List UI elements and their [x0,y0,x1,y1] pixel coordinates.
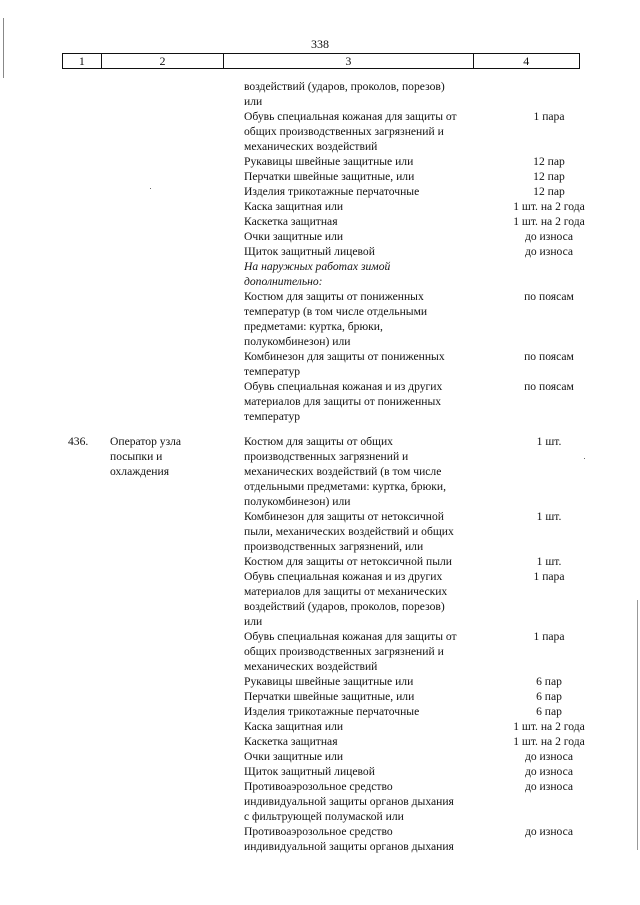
item-name-line: Перчатки швейные защитные, или [244,690,415,703]
item-name-line: Каска защитная или [244,200,344,213]
item-name [244,184,494,199]
item-name [244,169,494,184]
item-name-line: Каска защитная или [244,720,344,733]
item-name-line: воздействий (ударов, проколов, порезов) [244,600,445,613]
item-quantity: 12 пар [533,185,565,198]
item-name-line: Щиток защитный лицевой [244,245,375,258]
item-name [244,704,494,719]
item-name [244,554,494,569]
item-name-line: Рукавицы швейные защитные или [244,675,414,688]
item-name [244,689,494,704]
item-name-line: Костюм для защиты от нетоксичной пыли [244,555,453,568]
item-name-line: Изделия трикотажные перчаточные [244,705,420,718]
item-name [244,289,494,349]
scan-speck [150,188,151,189]
item-name-line: температур [244,365,301,378]
item-name-line: производственных загрязнений, или [244,540,424,553]
scan-edge [3,18,4,78]
item-quantity: 1 шт. на 2 года [513,735,585,748]
item-quantity: до износа [524,230,574,243]
item-name [244,719,494,734]
item-name [244,199,494,214]
item-name-line: Противоаэрозольное средство [244,780,393,793]
item-name-line: материалов для защиты от механических [244,585,448,598]
profession-line: Оператор узла [110,435,182,448]
item-quantity: 1 пара [533,630,565,643]
item-name-line: Комбинезон для защиты от нетоксичной [244,510,445,523]
item-name-line: отдельными предметами: куртка, брюки, [244,480,446,493]
item-quantity: 1 шт. [536,555,562,568]
item-name [244,749,494,764]
item-name-line: или [244,95,263,108]
item-name-line: Перчатки швейные защитные, или [244,170,415,183]
profession-line: охлаждения [110,465,170,478]
item-name-line: индивидуальной защиты органов дыхания [244,840,454,853]
page-number: 338 [311,37,329,51]
item-name-line: Комбинезон для защиты от пониженных [244,350,445,363]
item-quantity: 1 пара [533,110,565,123]
column-header-3: 3 [224,54,474,69]
item-quantity: 1 шт. на 2 года [513,215,585,228]
item-name [244,509,494,554]
item-name [244,629,494,674]
scan-edge [637,600,638,850]
item-name-line: пыли, механических воздействий и общих [244,525,454,538]
entry-number: 436. [68,435,89,448]
item-name-line: Щиток защитный лицевой [244,765,375,778]
item-name [244,244,494,259]
item-name-line: механических воздействий [244,140,378,153]
item-name-line: Очки защитные или [244,230,344,243]
item-name [244,109,494,154]
item-quantity: по поясам [524,290,574,303]
item-name-line: механических воздействий (в том числе [244,465,442,478]
item-quantity: 12 пар [533,155,565,168]
item-quantity: до износа [524,780,574,793]
item-name [244,214,494,229]
item-name [244,674,494,689]
item-name [244,79,494,109]
item-name-line: полукомбинезон) или [244,495,351,508]
item-name [244,734,494,749]
item-quantity: 12 пар [533,170,565,183]
item-name-line: Обувь специальная кожаная для защиты от [244,630,457,643]
item-name-line: или [244,615,263,628]
item-quantity: до износа [524,825,574,838]
item-quantity: 1 шт. [536,435,562,448]
item-name-line: температур (в том числе отдельными [244,305,428,318]
item-name-line: На наружных работах зимой [244,260,391,273]
item-name-line: температур [244,410,301,423]
item-name [244,569,494,629]
item-name [244,434,494,509]
item-name-line: Обувь специальная кожаная и из других [244,380,443,393]
column-header-table [62,53,580,69]
item-name-line: предметами: куртка, брюки, [244,320,383,333]
item-name-line: общих производственных загрязнений и [244,125,444,138]
item-name-line: Противоаэрозольное средство [244,825,393,838]
profession-line: посыпки и [110,450,163,463]
item-quantity: по поясам [524,380,574,393]
item-name-line: механических воздействий [244,660,378,673]
item-name [244,229,494,244]
item-name-line: дополнительно: [244,275,323,288]
scan-speck [584,458,585,459]
item-quantity: до износа [524,750,574,763]
item-name-line: общих производственных загрязнений и [244,645,444,658]
item-name-line: с фильтрующей полумаской или [244,810,404,823]
item-quantity: 1 шт. на 2 года [513,720,585,733]
item-quantity: 1 шт. [536,510,562,523]
section-note [244,259,494,289]
item-name-line: Рукавицы швейные защитные или [244,155,414,168]
item-name-line: воздействий (ударов, проколов, порезов) [244,80,445,93]
item-name [244,349,494,379]
item-quantity: по поясам [524,350,574,363]
item-name-line: Каскетка защитная [244,735,338,748]
item-name-line: Обувь специальная кожаная и из других [244,570,443,583]
item-name-line: Обувь специальная кожаная для защиты от [244,110,457,123]
item-name-line: индивидуальной защиты органов дыхания [244,795,454,808]
item-name-line: полукомбинезон) или [244,335,351,348]
item-name-line: Изделия трикотажные перчаточные [244,185,420,198]
item-name [244,154,494,169]
item-name-line: материалов для защиты от пониженных [244,395,442,408]
column-header-4: 4 [473,54,579,69]
column-header-1: 1 [63,54,102,69]
item-name [244,764,494,779]
item-name-line: Костюм для защиты от общих [244,435,393,448]
entry-profession [110,434,235,479]
item-name [244,379,494,424]
column-header-2: 2 [101,54,223,69]
item-quantity: 1 шт. на 2 года [513,200,585,213]
item-name-line: Очки защитные или [244,750,344,763]
item-name-line: производственных загрязнений и [244,450,409,463]
item-name-line: Костюм для защиты от пониженных [244,290,424,303]
item-quantity: до износа [524,245,574,258]
item-quantity: 6 пар [536,690,562,703]
item-name [244,824,494,854]
item-quantity: 6 пар [536,675,562,688]
item-quantity: до износа [524,765,574,778]
item-name-line: Каскетка защитная [244,215,338,228]
item-quantity: 6 пар [536,705,562,718]
item-quantity: 1 пара [533,570,565,583]
item-name [244,779,494,824]
